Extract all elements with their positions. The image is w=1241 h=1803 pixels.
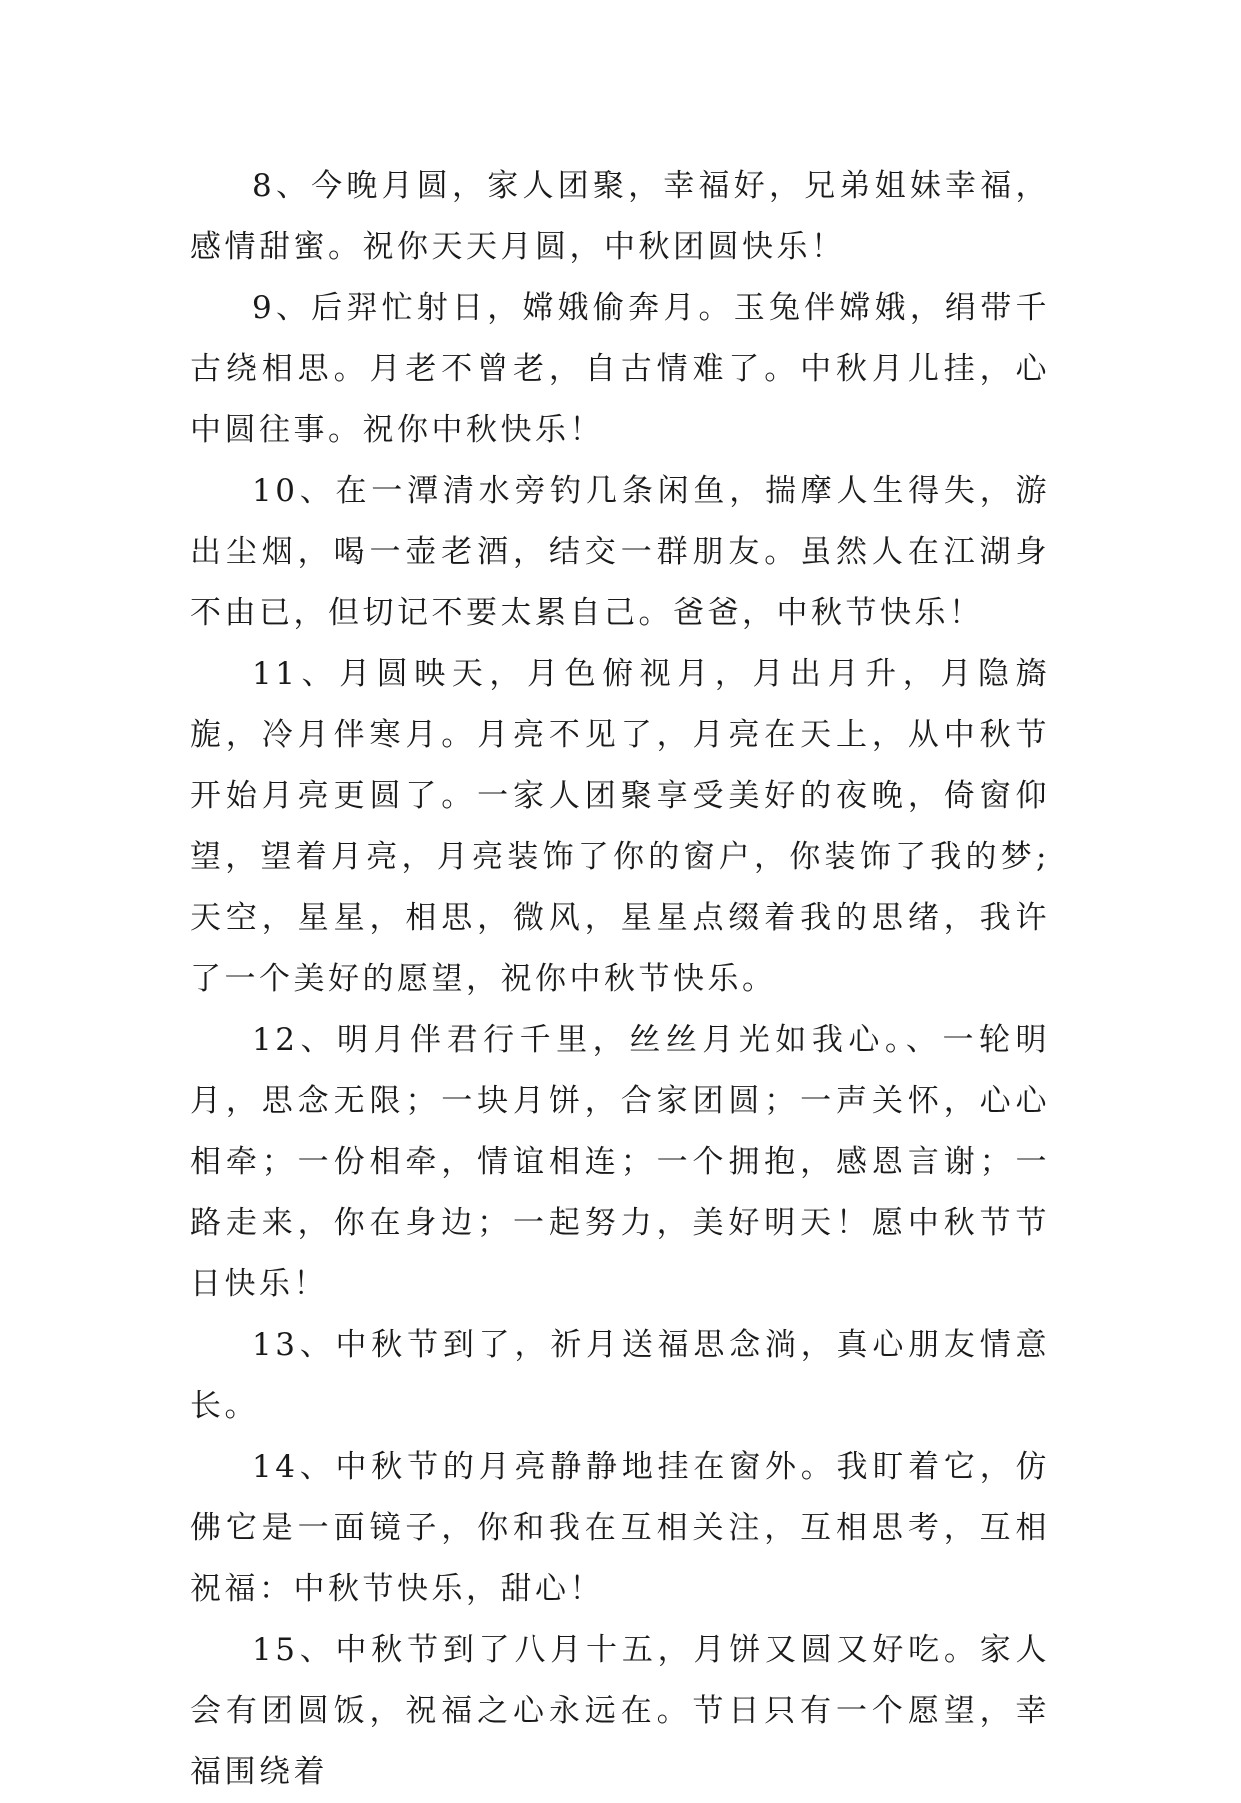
document-body [190,156,1050,1803]
paragraph-12: 12、明月伴君行千里，丝丝月光如我心。、一轮明月，思念无限；一块月饼，合家团圆；一声关怀，心心相牵；一份相牵，情谊相连；一个拥抱，感恩言谢；一路走来，你在身边；一起努力，美好明天！愿中秋节节日快乐！ [190,1022,1050,1302]
paragraph-10: 10、在一潭清水旁钓几条闲鱼，揣摩人生得失，游出尘烟，喝一壶老酒，结交一群朋友。虽然人在江湖身不由已，但切记不要太累自己。爸爸，中秋节快乐！ [190,473,1050,631]
paragraph-15: 15、中秋节到了八月十五，月饼又圆又好吃。家人会有团圆饭，祝福之心永远在。节日只有一个愿望，幸福围绕着 [190,1632,1050,1790]
paragraph-11: 11、月圆映天，月色俯视月，月出月升，月隐旖旎，冷月伴寒月。月亮不见了，月亮在天上，从中秋节开始月亮更圆了。一家人团聚享受美好的夜晚，倚窗仰望，望着月亮，月亮装饰了你的窗户，你装饰了我的梦;天空，星星，相思，微风，星星点缀着我的思绪，我许了一个美好的愿望，祝你中秋节快乐。 [190,656,1050,997]
paragraph-13: 13、中秋节到了，祈月送福思念淌，真心朋友情意长。 [190,1327,1050,1424]
paragraph-9: 9、后羿忙射日，嫦娥偷奔月。玉兔伴嫦娥，绢带千古绕相思。月老不曾老，自古情难了。中秋月儿挂，心中圆往事。祝你中秋快乐！ [190,290,1050,448]
paragraph-8: 8、今晚月圆，家人团聚，幸福好，兄弟姐妹幸福，感情甜蜜。祝你天天月圆，中秋团圆快乐！ [190,168,1050,265]
paragraph-14: 14、中秋节的月亮静静地挂在窗外。我盯着它，仿佛它是一面镜子，你和我在互相关注，互相思考，互相祝福：中秋节快乐，甜心！ [190,1449,1050,1607]
